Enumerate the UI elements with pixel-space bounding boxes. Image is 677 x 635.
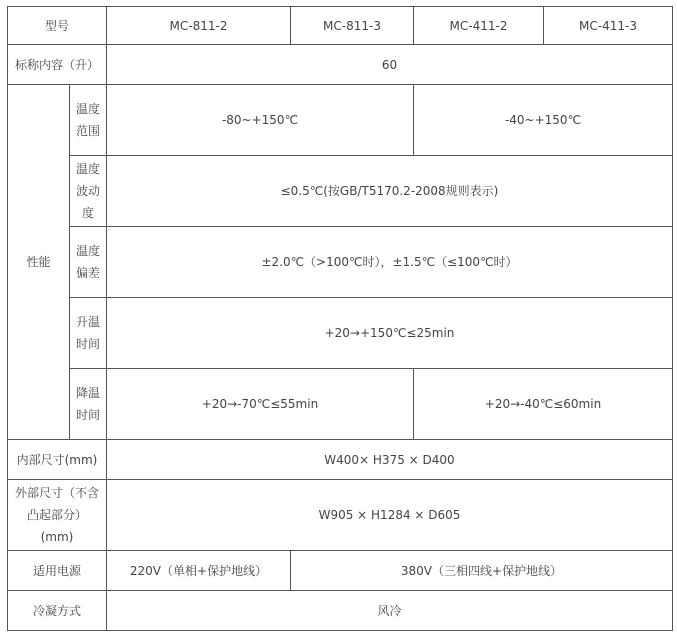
- spec-table: [7, 6, 673, 631]
- temp-deviation-value: ±2.0℃（>100℃时），±1.5℃（≤100℃时）: [107, 227, 673, 298]
- table-row-model: [8, 7, 673, 45]
- power-220v: 220V（单相+保护地线）: [107, 551, 291, 591]
- capacity-label: 标称内容（升）: [8, 45, 107, 85]
- table-row-heating: [8, 298, 673, 369]
- table-row-temp-fluctuation: [8, 156, 673, 227]
- table-row-capacity: [8, 45, 673, 85]
- condensing-label: 冷凝方式: [8, 591, 107, 631]
- model-mc-411-3: MC-411-3: [544, 7, 673, 45]
- cooling-label: 降温时间: [70, 369, 107, 440]
- table-row-power: [8, 551, 673, 591]
- capacity-value: 60: [107, 45, 673, 85]
- performance-label: 性能: [8, 85, 70, 440]
- temp-range-411: -40~+150℃: [414, 85, 673, 156]
- heating-label: 升温时间: [70, 298, 107, 369]
- table-row-outer-size: [8, 480, 673, 551]
- model-mc-811-3: MC-811-3: [291, 7, 414, 45]
- temp-fluctuation-value: ≤0.5℃(按GB/T5170.2-2008规则表示): [107, 156, 673, 227]
- temp-deviation-label: 温度偏差: [70, 227, 107, 298]
- heating-value: +20→+150℃≤25min: [107, 298, 673, 369]
- outer-size-value: W905 × H1284 × D605: [107, 480, 673, 551]
- table-row-temp-deviation: [8, 227, 673, 298]
- temp-fluctuation-label: 温度波动度: [70, 156, 107, 227]
- inner-size-label: 内部尺寸(mm): [8, 440, 107, 480]
- table-row-inner-size: [8, 440, 673, 480]
- cooling-411: +20→-40℃≤60min: [414, 369, 673, 440]
- temp-range-811: -80~+150℃: [107, 85, 414, 156]
- cooling-811: +20→-70℃≤55min: [107, 369, 414, 440]
- power-label: 适用电源: [8, 551, 107, 591]
- model-label: 型号: [8, 7, 107, 45]
- table-row-cooling: [8, 369, 673, 440]
- table-row-condensing: [8, 591, 673, 631]
- power-380v: 380V（三相四线+保护地线）: [291, 551, 673, 591]
- temp-range-label: 温度范围: [70, 85, 107, 156]
- condensing-value: 风冷: [107, 591, 673, 631]
- inner-size-value: W400× H375 × D400: [107, 440, 673, 480]
- model-mc-811-2: MC-811-2: [107, 7, 291, 45]
- outer-size-label: 外部尺寸（不含凸起部分）(mm): [8, 480, 107, 551]
- table-row-temp-range: [8, 85, 673, 156]
- model-mc-411-2: MC-411-2: [414, 7, 544, 45]
